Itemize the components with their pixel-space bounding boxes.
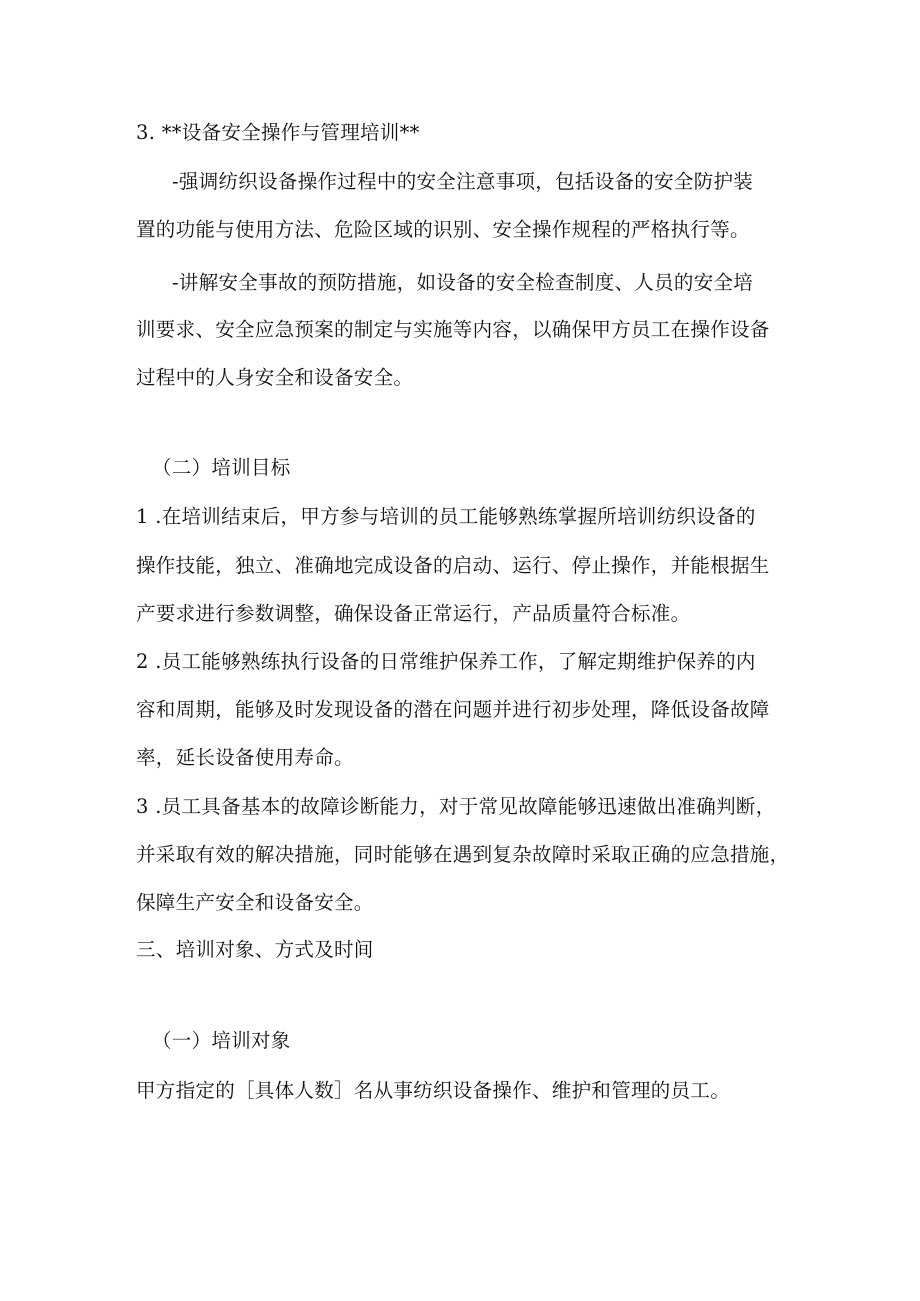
list-item-line: 保障生产安全和设备安全。 — [136, 891, 374, 914]
list-item-line: 产要求进行参数调整，确保设备正常运行，产品质量符合标准。 — [136, 602, 691, 625]
list-item-line: 1 .在培训结束后，甲方参与培训的员工能够熟练掌握所培训纺织设备的 — [136, 505, 756, 528]
list-item-line: 3 .员工具备基本的故障诊断能力，对于常见故障能够迅速做出准确判断， — [136, 795, 776, 818]
list-item-line: 2 .员工能够熟练执行设备的日常维护保养工作，了解定期维护保养的内 — [136, 650, 756, 673]
section-heading: 三、培训对象、方式及时间 — [136, 938, 374, 961]
list-item-line: 率，延长设备使用寿命。 — [136, 746, 354, 769]
paragraph-line: 过程中的人身安全和设备安全。 — [136, 366, 414, 389]
list-item-line: 容和周期，能够及时发现设备的潜在问题并进行初步处理，降低设备故障 — [136, 698, 770, 721]
subsection-heading: （一）培训对象 — [152, 1029, 291, 1052]
section-heading: 3. **设备安全操作与管理培训** — [136, 121, 420, 144]
paragraph-line: 甲方指定的［具体人数］名从事纺织设备操作、维护和管理的员工。 — [136, 1079, 731, 1102]
paragraph-line: -强调纺织设备操作过程中的安全注意事项，包括设备的安全防护装 — [172, 170, 754, 193]
list-item-line: 并采取有效的解决措施，同时能够在遇到复杂故障时采取正确的应急措施， — [136, 843, 790, 866]
paragraph-line: 训要求、安全应急预案的制定与实施等内容，以确保甲方员工在操作设备 — [136, 318, 770, 341]
paragraph-line: 置的功能与使用方法、危险区域的识别、安全操作规程的严格执行等。 — [136, 218, 750, 241]
paragraph-line: -讲解安全事故的预防措施，如设备的安全检查制度、人员的安全培 — [172, 271, 754, 294]
subsection-heading: （二）培训目标 — [152, 456, 291, 479]
list-item-line: 操作技能，独立、准确地完成设备的启动、运行、停止操作，并能根据生 — [136, 554, 770, 577]
